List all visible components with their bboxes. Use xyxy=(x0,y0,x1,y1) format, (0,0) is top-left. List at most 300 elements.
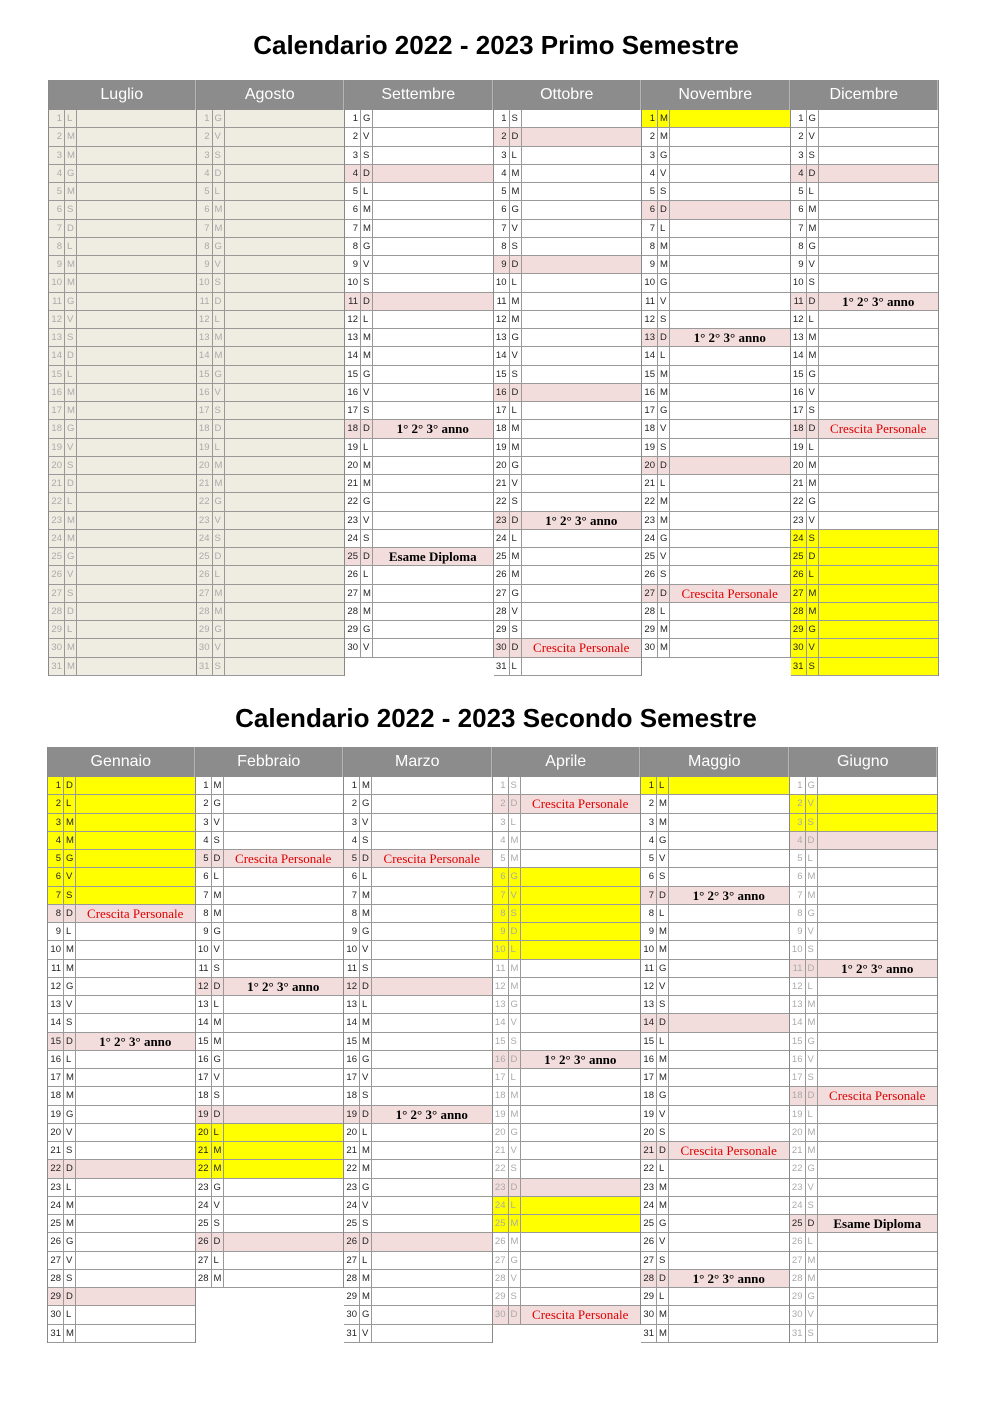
event-label xyxy=(521,1270,641,1287)
day-row xyxy=(790,1124,938,1142)
event-label xyxy=(522,366,642,383)
event-label xyxy=(521,1087,641,1104)
day-row xyxy=(493,1197,641,1215)
day-row xyxy=(49,147,196,165)
day-number: 25 xyxy=(196,1215,212,1232)
day-row xyxy=(494,658,642,676)
event-label xyxy=(521,996,641,1013)
day-number: 19 xyxy=(642,439,658,456)
event-label xyxy=(670,475,790,492)
event-label xyxy=(521,832,641,849)
day-number: 6 xyxy=(494,201,510,218)
event-label xyxy=(670,128,790,145)
day-number: 31 xyxy=(344,1325,360,1342)
event-label xyxy=(76,1179,195,1196)
weekday-letter: D xyxy=(806,832,818,849)
event-label xyxy=(225,274,345,291)
weekday-letter: D xyxy=(212,1106,224,1123)
day-number: 24 xyxy=(791,530,807,547)
weekday-letter: M xyxy=(510,566,522,583)
event-label xyxy=(669,996,789,1013)
day-number: 29 xyxy=(494,621,510,638)
event-label xyxy=(76,1197,195,1214)
weekday-letter: L xyxy=(509,1069,521,1086)
day-number: 15 xyxy=(642,366,658,383)
weekday-letter: L xyxy=(658,347,670,364)
day-number: 3 xyxy=(791,147,807,164)
day-number: 7 xyxy=(197,220,213,237)
weekday-letter: G xyxy=(510,201,522,218)
event-label xyxy=(77,603,196,620)
weekday-letter: D xyxy=(806,960,818,977)
weekday-letter: V xyxy=(806,1306,818,1323)
event-label xyxy=(76,832,195,849)
weekday-letter: M xyxy=(510,311,522,328)
event-label: Crescita Personale xyxy=(383,851,480,866)
weekday-letter: V xyxy=(657,1233,669,1250)
weekday-letter: M xyxy=(212,1014,224,1031)
event-label xyxy=(522,603,642,620)
day-number: 18 xyxy=(493,1087,509,1104)
day-number: 16 xyxy=(641,1051,657,1068)
day-row xyxy=(791,621,939,639)
day-row xyxy=(197,548,345,566)
weekday-letter: D xyxy=(807,293,819,310)
event-label xyxy=(669,1233,789,1250)
day-number: 29 xyxy=(345,621,361,638)
event-label xyxy=(77,238,196,255)
event-label xyxy=(522,220,642,237)
day-row xyxy=(642,128,790,146)
day-row xyxy=(197,603,345,621)
day-row xyxy=(197,274,345,292)
day-number: 7 xyxy=(641,887,657,904)
event-label xyxy=(669,923,789,940)
day-row xyxy=(197,512,345,530)
weekday-letter: L xyxy=(806,1106,818,1123)
event-label xyxy=(522,566,642,583)
day-row xyxy=(494,329,642,347)
event-label xyxy=(225,238,345,255)
weekday-letter: S xyxy=(361,147,373,164)
day-number: 15 xyxy=(344,1033,360,1050)
day-number: 27 xyxy=(48,1252,64,1269)
day-row xyxy=(642,274,790,292)
day-row xyxy=(641,1306,789,1324)
day-row xyxy=(197,165,345,183)
day-number: 27 xyxy=(790,1252,806,1269)
event-label xyxy=(521,1197,641,1214)
weekday-letter: D xyxy=(658,585,670,602)
day-row xyxy=(493,1160,641,1178)
event-label xyxy=(669,868,789,885)
day-row xyxy=(197,493,345,511)
day-number: 16 xyxy=(790,1051,806,1068)
weekday-letter: G xyxy=(361,493,373,510)
weekday-letter: G xyxy=(213,238,225,255)
day-row xyxy=(344,887,492,905)
weekday-letter: V xyxy=(65,566,77,583)
weekday-letter: S xyxy=(657,1252,669,1269)
event-label xyxy=(819,147,939,164)
weekday-letter: S xyxy=(65,201,77,218)
day-number: 8 xyxy=(49,238,65,255)
day-row xyxy=(791,402,939,420)
day-row xyxy=(344,923,492,941)
day-number: 5 xyxy=(48,850,64,867)
event-label: 1° 2° 3° anno xyxy=(99,1033,172,1049)
day-number: 3 xyxy=(344,814,360,831)
event-label xyxy=(372,923,492,940)
day-number: 14 xyxy=(494,347,510,364)
weekday-letter: V xyxy=(806,795,818,812)
day-number: 11 xyxy=(345,293,361,310)
day-row xyxy=(48,1124,195,1142)
day-row xyxy=(345,110,493,128)
day-row xyxy=(791,512,939,530)
day-number: 28 xyxy=(791,603,807,620)
day-number: 26 xyxy=(791,566,807,583)
event-label xyxy=(670,566,790,583)
event-label xyxy=(225,201,345,218)
day-row xyxy=(196,1051,344,1069)
day-number: 10 xyxy=(493,941,509,958)
weekday-letter: S xyxy=(807,658,819,675)
event-label xyxy=(818,1014,938,1031)
event-label xyxy=(670,603,790,620)
event-label xyxy=(521,887,641,904)
day-number: 6 xyxy=(493,868,509,885)
day-row xyxy=(642,220,790,238)
weekday-letter: D xyxy=(360,850,372,867)
weekday-letter: M xyxy=(658,110,670,127)
event-label xyxy=(670,165,790,182)
day-row xyxy=(642,530,790,548)
day-row xyxy=(197,621,345,639)
month-header: Aprile xyxy=(493,747,641,777)
event-label xyxy=(372,1069,492,1086)
weekday-letter: S xyxy=(658,311,670,328)
day-row xyxy=(345,256,493,274)
day-number: 27 xyxy=(197,585,213,602)
day-row xyxy=(196,814,344,832)
weekday-letter: S xyxy=(510,621,522,638)
day-number: 28 xyxy=(642,603,658,620)
day-row xyxy=(49,183,196,201)
day-number: 8 xyxy=(493,905,509,922)
day-row xyxy=(49,293,196,311)
event-label xyxy=(818,868,938,885)
weekday-letter: G xyxy=(64,978,76,995)
event-label xyxy=(522,621,642,638)
weekday-letter: S xyxy=(213,147,225,164)
day-number: 23 xyxy=(196,1179,212,1196)
month-header: Settembre xyxy=(345,80,493,110)
day-number: 22 xyxy=(48,1160,64,1177)
weekday-letter: S xyxy=(510,110,522,127)
day-row xyxy=(197,311,345,329)
day-number: 17 xyxy=(791,402,807,419)
day-number: 16 xyxy=(345,384,361,401)
day-row xyxy=(48,1288,195,1306)
event-label xyxy=(669,960,789,977)
day-row xyxy=(196,1106,344,1124)
weekday-letter: V xyxy=(65,439,77,456)
event-label xyxy=(372,1051,492,1068)
day-number: 28 xyxy=(641,1270,657,1287)
weekday-letter: L xyxy=(212,1124,224,1141)
day-number: 12 xyxy=(196,978,212,995)
day-number: 4 xyxy=(791,165,807,182)
day-number: 18 xyxy=(344,1087,360,1104)
event-label xyxy=(224,832,344,849)
day-number: 15 xyxy=(791,366,807,383)
day-number: 15 xyxy=(493,1033,509,1050)
event-label xyxy=(521,941,641,958)
weekday-letter: V xyxy=(509,1142,521,1159)
day-number: 11 xyxy=(196,960,212,977)
weekday-letter: M xyxy=(65,384,77,401)
day-row xyxy=(641,832,789,850)
day-row xyxy=(642,512,790,530)
weekday-letter: S xyxy=(65,585,77,602)
weekday-letter: V xyxy=(213,384,225,401)
event-label xyxy=(819,530,939,547)
day-row xyxy=(48,1069,195,1087)
event-label xyxy=(819,402,939,419)
event-label xyxy=(76,960,195,977)
day-number: 19 xyxy=(493,1106,509,1123)
day-number: 21 xyxy=(49,475,65,492)
weekday-letter: D xyxy=(658,201,670,218)
event-label xyxy=(818,850,938,867)
day-number: 25 xyxy=(791,548,807,565)
weekday-letter: M xyxy=(65,256,77,273)
weekday-letter: M xyxy=(213,475,225,492)
day-number: 12 xyxy=(345,311,361,328)
event-label xyxy=(818,1288,938,1305)
weekday-letter: M xyxy=(361,457,373,474)
event-label xyxy=(77,347,196,364)
day-number: 22 xyxy=(641,1160,657,1177)
weekday-letter: S xyxy=(509,905,521,922)
day-number: 6 xyxy=(197,201,213,218)
day-row xyxy=(344,1197,492,1215)
weekday-letter: D xyxy=(360,1106,372,1123)
month-header: Dicembre xyxy=(791,80,939,110)
day-number: 22 xyxy=(791,493,807,510)
day-row xyxy=(493,1179,641,1197)
month-header: Agosto xyxy=(197,80,345,110)
day-number: 12 xyxy=(641,978,657,995)
day-row xyxy=(641,1142,789,1160)
day-number: 24 xyxy=(197,530,213,547)
event-label xyxy=(373,603,493,620)
event-label xyxy=(372,1179,492,1196)
month-column-marzo xyxy=(344,747,493,1343)
event-label xyxy=(373,402,493,419)
event-label xyxy=(225,512,345,529)
event-label xyxy=(224,868,344,885)
day-number: 11 xyxy=(790,960,806,977)
weekday-letter: L xyxy=(213,566,225,583)
day-number: 14 xyxy=(791,347,807,364)
event-label xyxy=(669,905,789,922)
day-number: 29 xyxy=(641,1288,657,1305)
weekday-letter: S xyxy=(807,274,819,291)
day-number: 19 xyxy=(48,1106,64,1123)
day-row xyxy=(493,941,641,959)
event-label xyxy=(224,1051,344,1068)
day-row xyxy=(642,566,790,584)
weekday-letter: V xyxy=(510,475,522,492)
day-number: 14 xyxy=(196,1014,212,1031)
day-row xyxy=(49,439,196,457)
weekday-letter: D xyxy=(361,420,373,437)
day-row xyxy=(344,941,492,959)
event-label xyxy=(373,147,493,164)
day-row xyxy=(344,1142,492,1160)
weekday-letter: S xyxy=(658,439,670,456)
weekday-letter: G xyxy=(361,110,373,127)
weekday-letter: G xyxy=(510,585,522,602)
event-label xyxy=(521,1215,641,1232)
day-row xyxy=(48,814,195,832)
weekday-letter: V xyxy=(657,978,669,995)
weekday-letter: D xyxy=(509,1179,521,1196)
day-number: 24 xyxy=(344,1197,360,1214)
day-row xyxy=(494,420,642,438)
event-label xyxy=(670,548,790,565)
day-number: 10 xyxy=(345,274,361,291)
event-label xyxy=(373,220,493,237)
day-row xyxy=(642,256,790,274)
day-number: 8 xyxy=(48,905,64,922)
day-row xyxy=(196,941,344,959)
day-row xyxy=(641,960,789,978)
day-row xyxy=(344,1179,492,1197)
event-label xyxy=(372,1252,492,1269)
day-row xyxy=(791,183,939,201)
event-label xyxy=(224,1069,344,1086)
weekday-letter: G xyxy=(657,1215,669,1232)
day-number: 7 xyxy=(49,220,65,237)
day-number: 27 xyxy=(344,1252,360,1269)
weekday-letter: V xyxy=(510,220,522,237)
weekday-letter: D xyxy=(64,905,76,922)
day-number: 17 xyxy=(493,1069,509,1086)
day-number: 17 xyxy=(642,402,658,419)
day-number: 22 xyxy=(197,493,213,510)
event-label xyxy=(521,1179,641,1196)
day-row xyxy=(791,347,939,365)
event-label xyxy=(521,1233,641,1250)
day-number: 27 xyxy=(642,585,658,602)
day-number: 4 xyxy=(642,165,658,182)
day-number: 21 xyxy=(790,1142,806,1159)
day-number: 12 xyxy=(494,311,510,328)
event-label: 1° 2° 3° anno xyxy=(247,978,320,994)
day-row xyxy=(641,1233,789,1251)
day-number: 21 xyxy=(345,475,361,492)
event-label xyxy=(819,274,939,291)
day-number: 8 xyxy=(790,905,806,922)
day-number: 9 xyxy=(48,923,64,940)
weekday-letter: G xyxy=(509,1124,521,1141)
weekday-letter: G xyxy=(658,274,670,291)
event-label xyxy=(818,1051,938,1068)
day-number: 18 xyxy=(345,420,361,437)
day-row xyxy=(48,850,195,868)
day-number: 14 xyxy=(344,1014,360,1031)
weekday-letter: D xyxy=(213,293,225,310)
event-label xyxy=(669,1306,789,1323)
day-row xyxy=(641,1014,789,1032)
weekday-letter: M xyxy=(806,868,818,885)
event-label xyxy=(522,293,642,310)
day-row xyxy=(48,1033,195,1051)
day-row xyxy=(49,274,196,292)
event-label xyxy=(819,639,939,656)
day-number: 1 xyxy=(493,777,509,794)
day-row xyxy=(790,1106,938,1124)
event-label xyxy=(225,585,345,602)
day-row xyxy=(494,183,642,201)
day-number: 10 xyxy=(49,274,65,291)
day-number: 9 xyxy=(642,256,658,273)
day-row xyxy=(641,887,789,905)
event-label: 1° 2° 3° anno xyxy=(841,960,914,976)
event-label xyxy=(225,566,345,583)
event-label xyxy=(225,165,345,182)
weekday-letter: D xyxy=(64,1033,76,1050)
event-label xyxy=(77,128,196,145)
event-label xyxy=(522,274,642,291)
day-row xyxy=(345,366,493,384)
day-row xyxy=(49,548,196,566)
weekday-letter: D xyxy=(658,457,670,474)
day-row xyxy=(197,475,345,493)
day-number: 4 xyxy=(48,832,64,849)
weekday-letter: S xyxy=(510,366,522,383)
weekday-letter: D xyxy=(509,923,521,940)
weekday-letter: M xyxy=(213,457,225,474)
day-row xyxy=(494,274,642,292)
day-number: 9 xyxy=(344,923,360,940)
day-number: 15 xyxy=(197,366,213,383)
day-row xyxy=(494,585,642,603)
day-row xyxy=(641,923,789,941)
month-header: Giugno xyxy=(790,747,938,777)
day-number: 4 xyxy=(790,832,806,849)
day-number: 10 xyxy=(641,941,657,958)
event-label xyxy=(521,1124,641,1141)
weekday-letter: M xyxy=(658,238,670,255)
day-row xyxy=(642,439,790,457)
day-row xyxy=(49,493,196,511)
day-number: 31 xyxy=(641,1325,657,1342)
month-header: Novembre xyxy=(642,80,790,110)
event-label xyxy=(818,1179,938,1196)
event-label xyxy=(669,978,789,995)
weekday-letter: L xyxy=(658,603,670,620)
event-label xyxy=(76,1325,195,1342)
day-number: 24 xyxy=(345,530,361,547)
day-row xyxy=(49,329,196,347)
day-row xyxy=(49,402,196,420)
day-row xyxy=(196,832,344,850)
day-row xyxy=(641,1179,789,1197)
